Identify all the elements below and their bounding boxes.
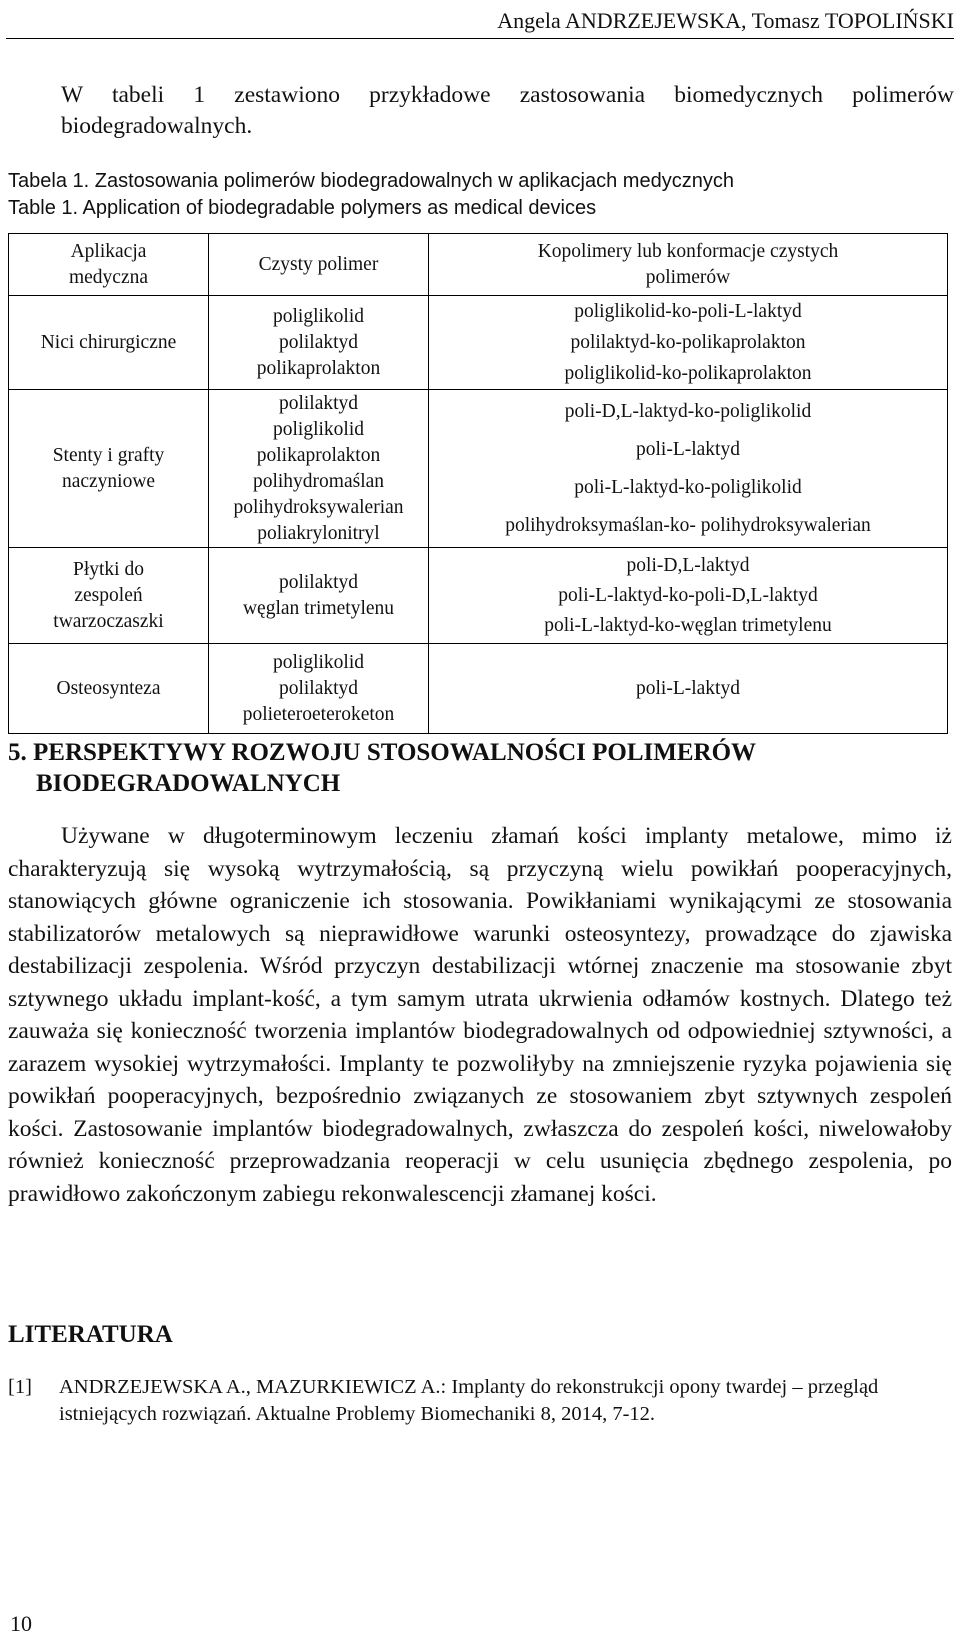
cell-text: poliglikolid [272,418,364,440]
cell-text: poliglikolid-ko-poli-L-laktyd [574,301,802,322]
cell-text: polihydromaślan [252,470,385,492]
header-text: medyczna [68,266,149,288]
copolymer-cell [429,390,948,548]
cell-text: polilaktyd [278,331,359,353]
header-authors: Angela ANDRZEJEWSKA, Tomasz TOPOLIŃSKI [497,8,954,33]
cell-text: poli-D,L-laktyd-ko-poliglikolid [564,400,812,422]
table-header-row [9,234,948,296]
cell-text: twarzoczaszki [53,610,164,632]
cell-text: poli-L-laktyd [636,438,740,460]
cell-text: polikaprolakton [256,357,381,379]
cell-text: poliglikolid-ko-polikaprolakton [564,363,812,384]
table-row [9,296,948,390]
section-body [8,820,952,1210]
cell-text: Płytki do [73,558,144,580]
intro-paragraph [8,80,954,142]
applications-table [8,233,948,734]
header-text: Kopolimery lub konformacje czystych [537,240,839,262]
application-cell [9,644,209,734]
cell-text: zespoleń [74,584,143,606]
cell-text: poli-L-laktyd-ko-poli-D,L-laktyd [558,584,818,606]
cell-text: polihydroksywalerian [233,496,404,518]
reference-number: [1] [8,1376,32,1398]
running-header [6,6,954,39]
section-heading [8,737,950,799]
header-cell-pure-polymer [209,234,429,296]
intro-text: W tabeli 1 zestawiono przykładowe zastosowania biomedycznych polimerów biodegradowalnych. [61,82,954,139]
pure-polymer-cell [209,644,429,734]
header-text: polimerów [645,266,731,288]
header-text: Czysty polimer [258,253,379,275]
cell-text: poli-L-laktyd [636,677,740,699]
application-cell [9,296,209,390]
copolymer-cell [429,296,948,390]
cell-text: poliglikolid [272,305,364,327]
reference-text: ANDRZEJEWSKA A., MAZURKIEWICZ A.: Implanty do rekonstrukcji opony twardej – przegląd istniejących rozwiązań. Aktualne Problemy Biomechaniki 8, 2014, 7-12. [59,1376,879,1425]
cell-text: polilaktyd [278,571,359,593]
table-caption-en: Table 1. Application of biodegradable polymers as medical devices [8,197,597,219]
header-cell-copolymers [429,234,948,296]
application-cell [9,548,209,644]
cell-text: Stenty i grafty [52,444,165,466]
section-number: 5. [8,739,27,766]
cell-text: naczyniowe [61,470,156,492]
table-caption-pl: Tabela 1. Zastosowania polimerów biodegradowalnych w aplikacjach medycznych [8,170,734,192]
cell-text: poliakrylonitryl [257,522,380,544]
cell-text: polilaktyd [278,392,359,414]
pure-polymer-cell [209,296,429,390]
application-cell [9,390,209,548]
reference-item [8,1374,910,1428]
header-cell-application [9,234,209,296]
cell-text: poli-L-laktyd-ko-węglan trimetylenu [544,614,832,636]
cell-text: polihydroksymaślan-ko- polihydroksywalerian [505,514,871,536]
cell-text: polikaprolakton [256,444,381,466]
cell-text: polilaktyd-ko-polikaprolakton [570,332,806,353]
literature-heading: LITERATURA [8,1321,173,1348]
cell-text: poli-D,L-laktyd [626,554,750,576]
cell-text: poli-L-laktyd-ko-poliglikolid [574,476,802,498]
body-paragraph: Używane w długoterminowym leczeniu złamań kości implanty metalowe, mimo iż charakteryzują się wysoką wytrzymałością, są przyczyną wielu powikłań pooperacyjnych, stanowiących główne ograniczenie ich stosowania. Powikłaniami wynikającymi ze stosowania stabilizatorów metalowych są nieprawidłowe warunki osteosyntezy, prowadzące do zjawiska destabilizacji zespolenia. Wśród przyczyn destabilizacji wtórnej znaczenie ma stosowanie zbyt sztywnego układu implant-kość, a tym samym utrata ukrwienia odłamów kostnych. Dlatego też zauważa się konieczność tworzenia implantów biodegradowalnych od odpowiedniej sztywności, a zarazem wysokiej wytrzymałości. Implanty te pozwoliłyby na zmniejszenie ryzyka pojawienia się powikłań pooperacyjnych, bezpośrednio związanych ze stosowaniem zbyt sztywnych zespoleń kości. Zastosowanie implantów biodegradowalnych, zwłaszcza do zespoleń kości, niwelowałoby również konieczność przeprowadzania reoperacji w celu usunięcia zbędnego zespolenia, po prawidłowo zakończonym zabiegu rekonwalescencji złamanej kości. [8,823,952,1207]
table-row [9,390,948,548]
table-row [9,644,948,734]
section-title: PERSPEKTYWY ROZWOJU STOSOWALNOŚCI POLIMERÓW BIODEGRADOWALNYCH [33,739,756,797]
cell-text: Nici chirurgiczne [40,331,177,353]
cell-text: polilaktyd [278,677,359,699]
cell-text: polieteroeteroketon [242,703,395,725]
cell-text: poliglikolid [272,651,364,673]
table-row [9,548,948,644]
cell-text: węglan trimetylenu [242,597,395,619]
page-number: 10 [10,1611,32,1636]
pure-polymer-cell [209,390,429,548]
header-text: Aplikacja [70,240,147,262]
pure-polymer-cell [209,548,429,644]
copolymer-cell [429,548,948,644]
copolymer-cell [429,644,948,734]
cell-text: Osteosynteza [56,677,161,699]
